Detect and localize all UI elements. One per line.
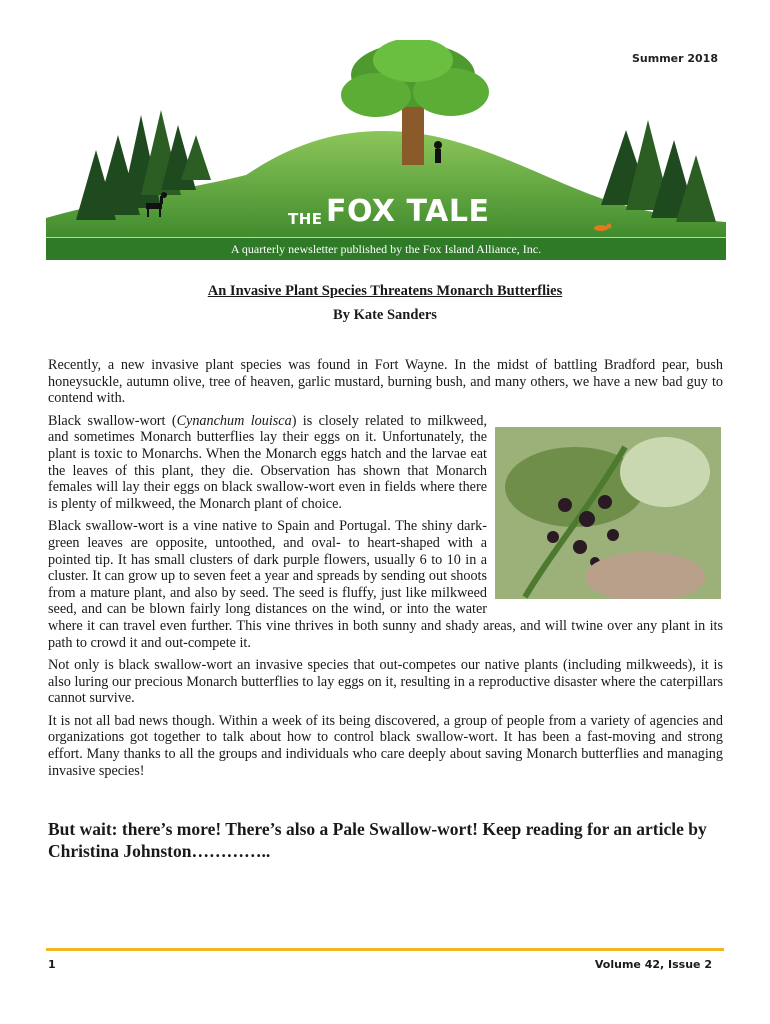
footer-rule [46, 948, 724, 951]
paragraph-response: It is not all bad news though. Within a week of its being discovered, a group of people from a variety of agencies and organizations got together to talk about how to control black swallow-wort. It has been a fast-moving and strong effort. Many thanks to all the groups and individuals who care deeply about saving Monarch butterflies and managing invasive species! [48, 712, 723, 779]
tagline-banner: A quarterly newsletter published by the Fox Island Alliance, Inc. [46, 237, 726, 260]
paragraph-threat: Not only is black swallow-wort an invasive species that out-competes our native plants (including milkweeds), it is also luring our precious Monarch butterflies to lay eggs on it, resulting in a reproductive disaster where the caterpillars cannot survive. [48, 657, 723, 707]
p2-text-b: ) is closely related to milkweed, and sometimes Monarch butterflies lay their eggs on it. Unfortunately, the plant is toxic to Monarchs. When the Monarch eggs hatch and the larvae eat the leaves of this plant, they die. Observation has shown that Monarch females will lay their eggs on black swallow-wort even in fields where there is plenty of milkweed, the Monarch plant of choice. [48, 412, 487, 512]
continued-callout: But wait: there’s more! There’s also a Pale Swallow-wort! Keep reading for an article by Christina Johnston………….. [48, 819, 707, 861]
child-silhouette-icon [434, 141, 442, 163]
species-name: Cynanchum louisca [176, 412, 292, 429]
swallow-wort-photo [495, 427, 721, 599]
newsletter-title-prefix: THE [288, 210, 323, 228]
volume-issue: Volume 42, Issue 2 [594, 958, 712, 971]
issue-season: Summer 2018 [631, 52, 718, 65]
article-title: An Invasive Plant Species Threatens Monarch Butterflies [207, 283, 563, 299]
newsletter-title: FOX TALE [326, 194, 490, 229]
paragraph-description [48, 413, 723, 513]
paragraph-identification: Black swallow-wort is a vine native to Spain and Portugal. The shiny dark-green leaves are opposite, untoothed, and oval- to heart-shaped with a pointed tip. It has small clusters of dark purple flowers, usually 6 to 10 in a cluster. It can grow up to seven feet a year and spreads by sending out shoots from a mature plant, and also by seed. The seed is fluffy, just like milkweed seed, and can be blown fairly long distances on the wind, or into the water where it can travel even further. This vine thrives in both sunny and shady areas, and will twine over any plant in its path to crowd it and out-compete it. [48, 518, 723, 651]
article-byline: By Kate Sanders [333, 307, 437, 323]
paragraph-intro: Recently, a new invasive plant species was found in Fort Wayne. In the midst of battling Bradford pear, bush honeysuckle, autumn olive, tree of heaven, garlic mustard, burning bush, and many others, we have a new bad guy to contend with. [48, 357, 723, 407]
page-number: 1 [48, 958, 56, 971]
p2-text-a: Black swallow-wort ( [48, 412, 177, 429]
article-body [48, 357, 723, 785]
